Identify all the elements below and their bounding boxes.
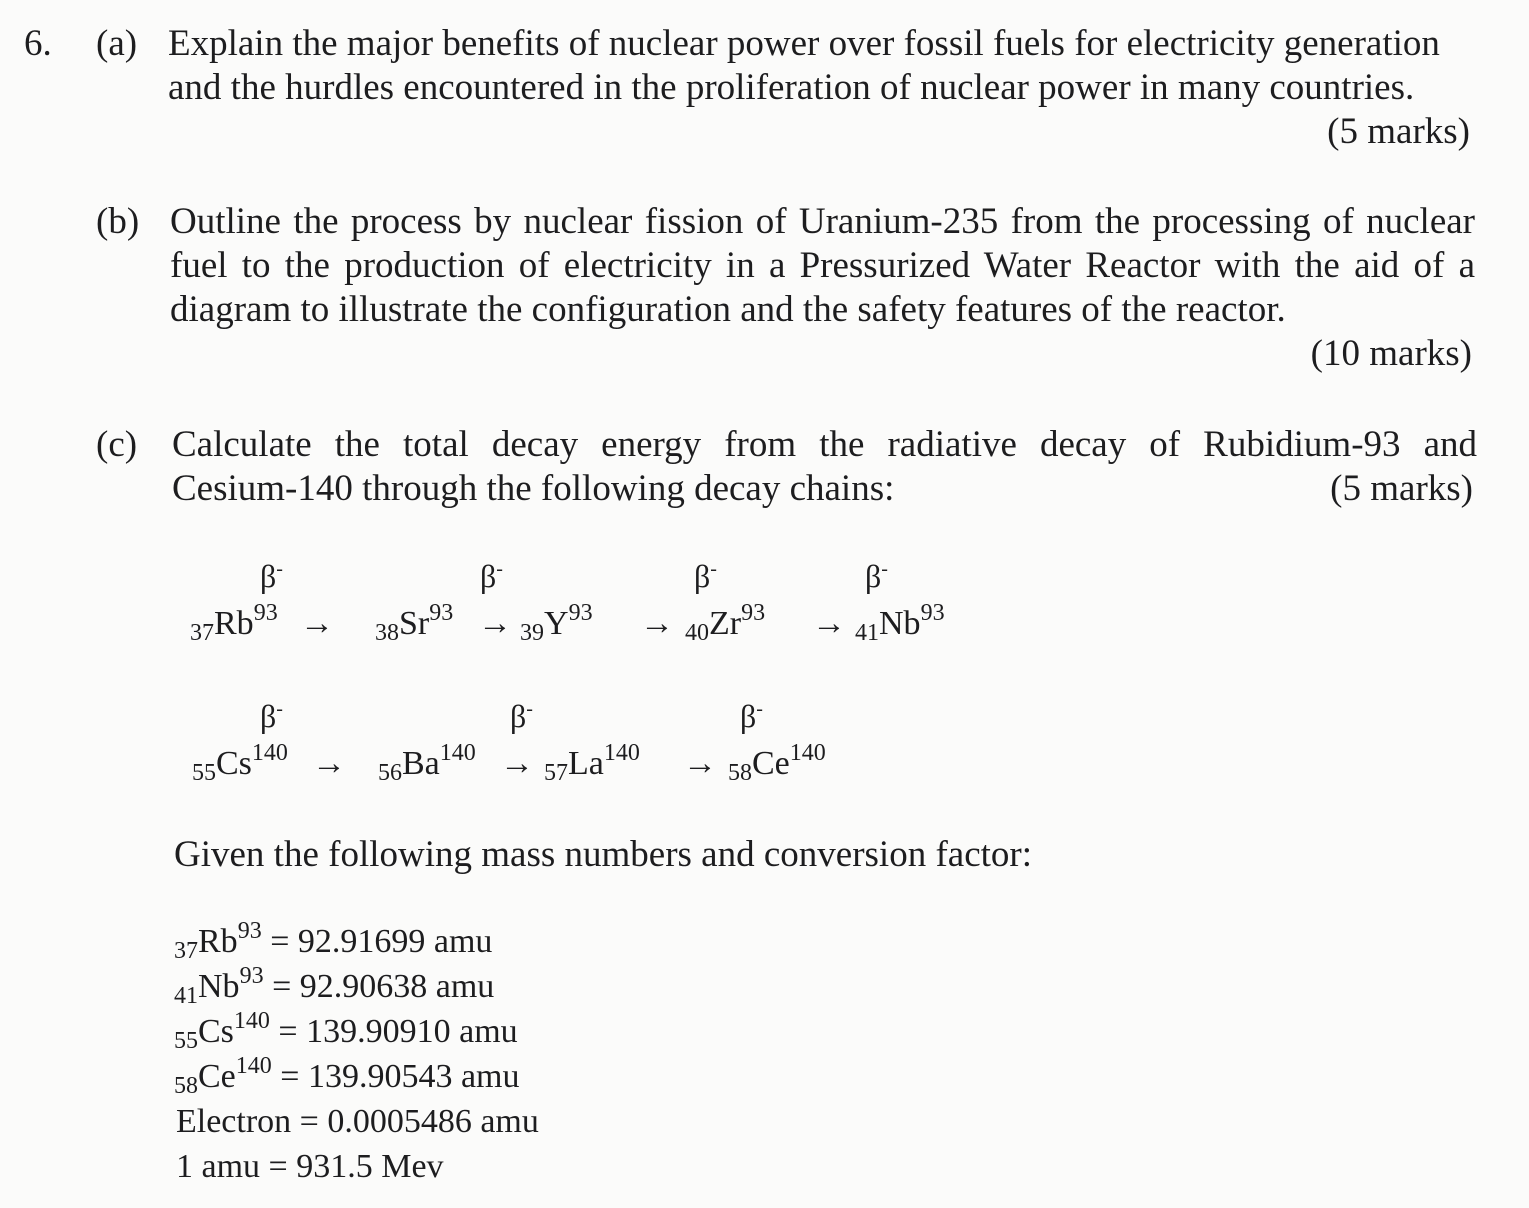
part-c-label: (c): [96, 424, 138, 465]
part-b-line-1: Outline the process by nuclear fission of Uranium-235 from the processing of nuclear: [170, 201, 1475, 242]
nuclide-y93: $_{39}Y^{93}$: [520, 600, 593, 646]
nuclide-cs140: $_{55}Cs^{140}$: [192, 740, 288, 786]
part-b-line-2: fuel to the production of electricity in a Pressurized Water Reactor with the aid of a: [170, 245, 1475, 286]
decay-arrow: →: [478, 605, 512, 642]
beta-label: β-: [694, 558, 717, 594]
part-b-label: (b): [96, 201, 140, 242]
amu-conversion: 1 amu = 931.5 Mev: [176, 1148, 444, 1185]
decay-arrow: →: [812, 605, 846, 642]
beta-label: β-: [740, 698, 763, 734]
part-a-label: (a): [96, 23, 138, 64]
beta-label: β-: [865, 558, 888, 594]
beta-label: β-: [510, 698, 533, 734]
nuclide-nb93: $_{41}Nb^{93}$: [855, 600, 945, 646]
decay-arrow: →: [300, 605, 334, 642]
beta-label: β-: [260, 558, 283, 594]
part-c-line-1: Calculate the total decay energy from the radiative decay of Rubidium-93 and: [172, 424, 1477, 465]
nuclide-ce140: $_{58}Ce^{140}$: [728, 740, 826, 786]
decay-arrow: →: [683, 745, 717, 782]
mass-ce140: $_{58}Ce^{140} = 139.90543$ amu: [174, 1053, 520, 1099]
nuclide-ba140: $_{56}Ba^{140}$: [378, 740, 476, 786]
beta-label: β-: [260, 698, 283, 734]
part-a-line-2: and the hurdles encountered in the proliferation of nuclear power in many countries.: [168, 67, 1415, 108]
mass-nb93: $_{41}Nb^{93} = 92.90638$ amu: [174, 963, 495, 1009]
question-number: 6.: [24, 23, 52, 64]
electron-mass: Electron = 0.0005486 amu: [176, 1103, 539, 1140]
decay-arrow: →: [312, 745, 346, 782]
nuclide-zr93: $_{40}Zr^{93}$: [685, 600, 766, 646]
part-a-line-1: Explain the major benefits of nuclear power over fossil fuels for electricity generation: [168, 23, 1440, 64]
nuclide-rb93: $_{37}Rb^{93}$: [190, 600, 278, 646]
decay-arrow: →: [500, 745, 534, 782]
nuclide-la140: $_{57}La^{140}$: [544, 740, 640, 786]
part-a-marks: (5 marks): [1327, 111, 1470, 152]
part-b-marks: (10 marks): [1310, 333, 1472, 374]
mass-rb93: $_{37}Rb^{93} = 92.91699$ amu: [174, 918, 493, 964]
beta-label: β-: [480, 558, 503, 594]
nuclide-sr93: $_{38}Sr^{93}$: [375, 600, 454, 646]
mass-cs140: $_{55}Cs^{140} = 139.90910$ amu: [174, 1008, 518, 1054]
decay-arrow: →: [640, 605, 674, 642]
part-b-line-3: diagram to illustrate the configuration and the safety features of the reactor.: [170, 289, 1286, 330]
part-c-line-2: Cesium-140 through the following decay chains:: [172, 468, 895, 509]
given-intro: Given the following mass numbers and conversion factor:: [174, 834, 1032, 875]
part-c-marks: (5 marks): [1330, 468, 1473, 509]
